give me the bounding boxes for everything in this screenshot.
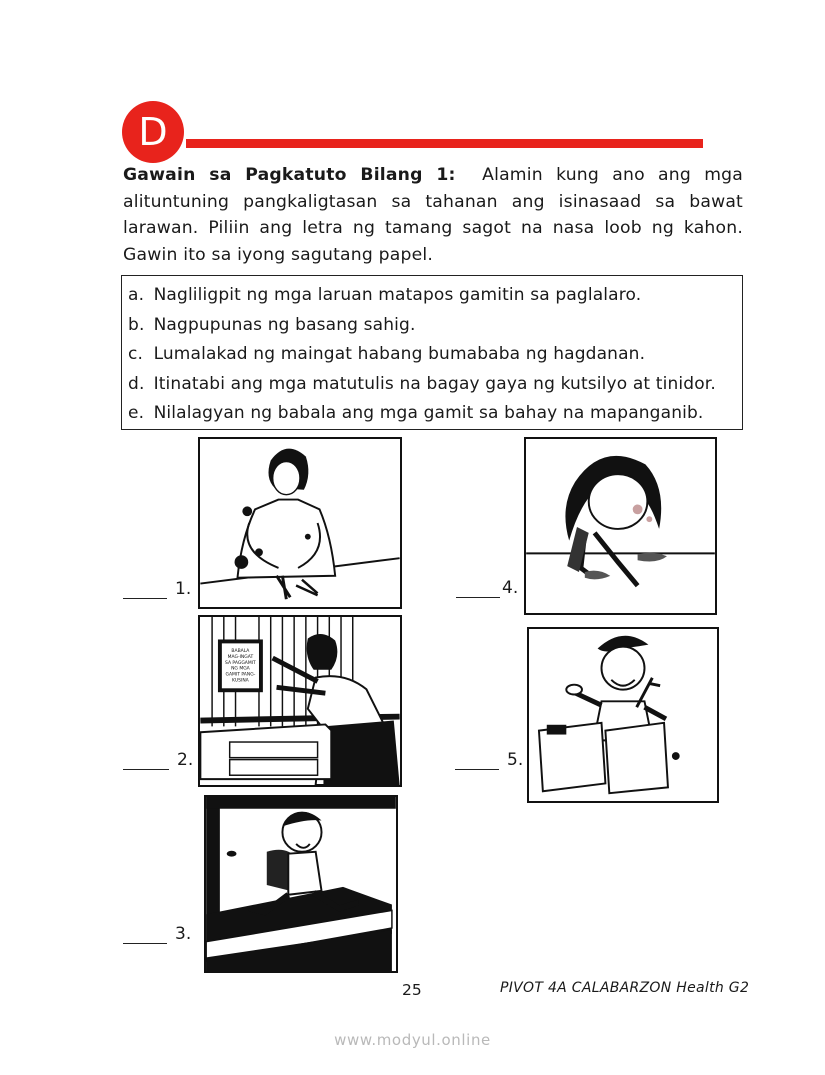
- illustration-1-kitchen-utensils: [198, 437, 402, 609]
- page-number: 25: [402, 981, 422, 999]
- choice-b: [128, 311, 742, 341]
- choice-letter: b.: [128, 314, 145, 335]
- item-number: 2.: [177, 750, 194, 770]
- choice-text: Nilalagyan ng babala ang mga gamit sa bahay na mapanganib.: [153, 403, 704, 424]
- answer-blank-2[interactable]: [123, 750, 193, 770]
- sign-line-4: NG MGA: [231, 666, 250, 672]
- series-footer: PIVOT 4A CALABARZON Health G2: [500, 980, 750, 996]
- boy-toys-image: [529, 629, 717, 801]
- item-number: 1.: [175, 579, 192, 599]
- choice-letter: d.: [128, 373, 145, 394]
- sign-line-2: MAG-INGAT: [227, 655, 254, 661]
- sign-line-6: KUSINA: [232, 678, 249, 684]
- illustration-3-stairs: [204, 795, 398, 973]
- answer-blank-3[interactable]: [123, 924, 191, 944]
- illustration-2-warning-sign: [198, 615, 402, 787]
- choice-a: [128, 281, 742, 311]
- item-number: 5.: [507, 750, 524, 770]
- choices-box: [121, 275, 743, 430]
- woman-utensils-image: [200, 439, 400, 607]
- woman-warning-sign-image: [200, 617, 400, 785]
- section-divider: [186, 139, 703, 148]
- girl-wiping-floor-image: [526, 439, 715, 613]
- item-number: 3.: [175, 924, 192, 944]
- answer-blank-5[interactable]: [455, 750, 523, 770]
- choice-letter: c.: [128, 344, 144, 365]
- activity-title: Gawain sa Pagkatuto Bilang 1:: [123, 165, 456, 185]
- sign-line-5: GAMIT PANG-: [225, 672, 256, 678]
- boy-stairs-image: [206, 797, 396, 971]
- illustration-4-wet-floor: [524, 437, 717, 615]
- item-number: 4.: [502, 578, 519, 598]
- watermark: www.modyul.online: [334, 1031, 491, 1049]
- choice-text: Nagpupunas ng basang sahig.: [153, 314, 416, 335]
- illustration-5-toys: [527, 627, 719, 803]
- section-badge: D: [122, 101, 184, 163]
- choice-c: [128, 340, 742, 370]
- choice-d: [128, 370, 742, 400]
- activity-instructions: [123, 162, 743, 268]
- choice-letter: e.: [128, 403, 145, 424]
- choice-text: Nagliligpit ng mga laruan matapos gamitin sa paglalaro.: [153, 285, 642, 305]
- choice-text: Lumalakad ng maingat habang bumababa ng hagdanan.: [153, 344, 646, 365]
- activity-instructions-text: Alamin kung ano ang mga alituntuning pangkaligtasan sa tahanan ang isinasaad sa bawat larawan. Piliin ang letra ng tamang sagot na nasa loob ng kahon. Gawin ito sa iyong sagutang papel.: [123, 165, 744, 265]
- answer-blank-4[interactable]: [456, 578, 518, 598]
- choice-e: [128, 399, 742, 429]
- sign-line-3: SA PAGGAMIT: [225, 660, 256, 666]
- choice-text: Itinatabi ang mga matutulis na bagay gaya ng kutsilyo at tinidor.: [153, 373, 716, 394]
- sign-line-1: BABALA: [231, 649, 250, 655]
- choice-letter: a.: [128, 285, 145, 305]
- answer-blank-1[interactable]: [123, 579, 191, 599]
